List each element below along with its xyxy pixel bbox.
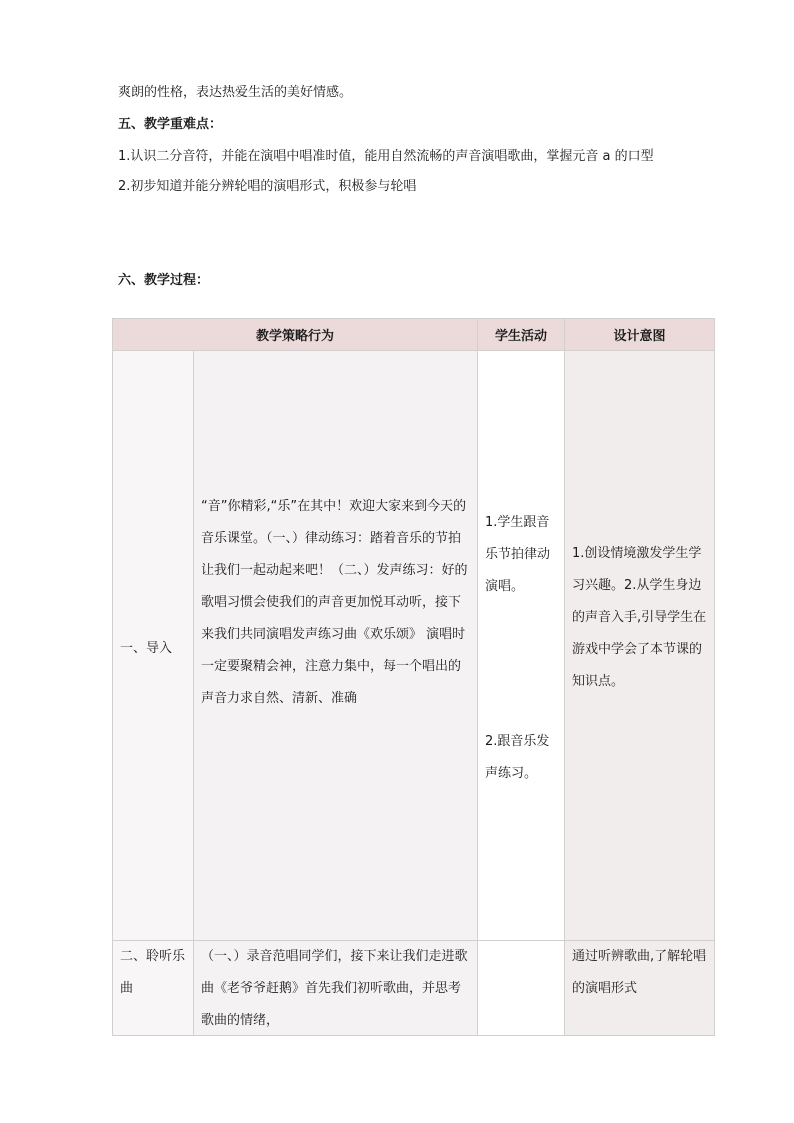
key-point-1: 1.认识二分音符，并能在演唱中唱准时值，能用自然流畅的声音演唱歌曲，掌握元音 a 的口型 bbox=[118, 149, 654, 164]
stage-content: “音”你精彩,“乐”在其中！欢迎大家来到今天的音乐课堂。（一、）律动练习：踏着音乐的节拍让我们一起动起来吧！（二、）发声练习：好的歌唱习惯会使我们的声音更加悦耳动听，接下来我们共同演唱发声练习曲《欢乐颂》 演唱时一定要聚精会神，注意力集中，每一个唱出的声音力求自然、清新、准确 bbox=[201, 499, 468, 706]
table-row bbox=[113, 351, 715, 941]
stage-content: （一、）录音范唱同学们，接下来让我们走进歌曲《老爷爷赶鹅》首先我们初听歌曲，并思考歌曲的情绪， bbox=[201, 949, 468, 1028]
intro-line: 爽朗的性格，表达热爱生活的美好情感。 bbox=[118, 85, 353, 100]
header-intent: 设计意图 bbox=[565, 319, 715, 351]
design-intent: 1.创设情境激发学生学习兴趣。2.从学生身边的声音入手,引导学生在游戏中学会了本节课的知识点。 bbox=[572, 546, 707, 689]
header-student: 学生活动 bbox=[478, 319, 565, 351]
student-activity-2: 2.跟音乐发声练习。 bbox=[485, 734, 550, 781]
stage-label: 一、导入 bbox=[120, 641, 173, 656]
header-strategy: 教学策略行为 bbox=[113, 319, 478, 351]
design-intent: 通过听辨歌曲,了解轮唱的演唱形式 bbox=[572, 949, 707, 996]
key-point-2: 2.初步知道并能分辨轮唱的演唱形式，积极参与轮唱 bbox=[118, 179, 417, 194]
lesson-process-table bbox=[112, 318, 715, 1036]
table-row bbox=[113, 941, 715, 1036]
section5-heading: 五、教学重难点： bbox=[118, 117, 223, 132]
student-activity-1: 1.学生跟音乐节拍律动演唱。 bbox=[485, 515, 551, 594]
table-header-row bbox=[113, 319, 715, 351]
stage-label: 二、聆听乐曲 bbox=[120, 949, 186, 996]
section6-heading: 六、教学过程： bbox=[118, 273, 210, 288]
